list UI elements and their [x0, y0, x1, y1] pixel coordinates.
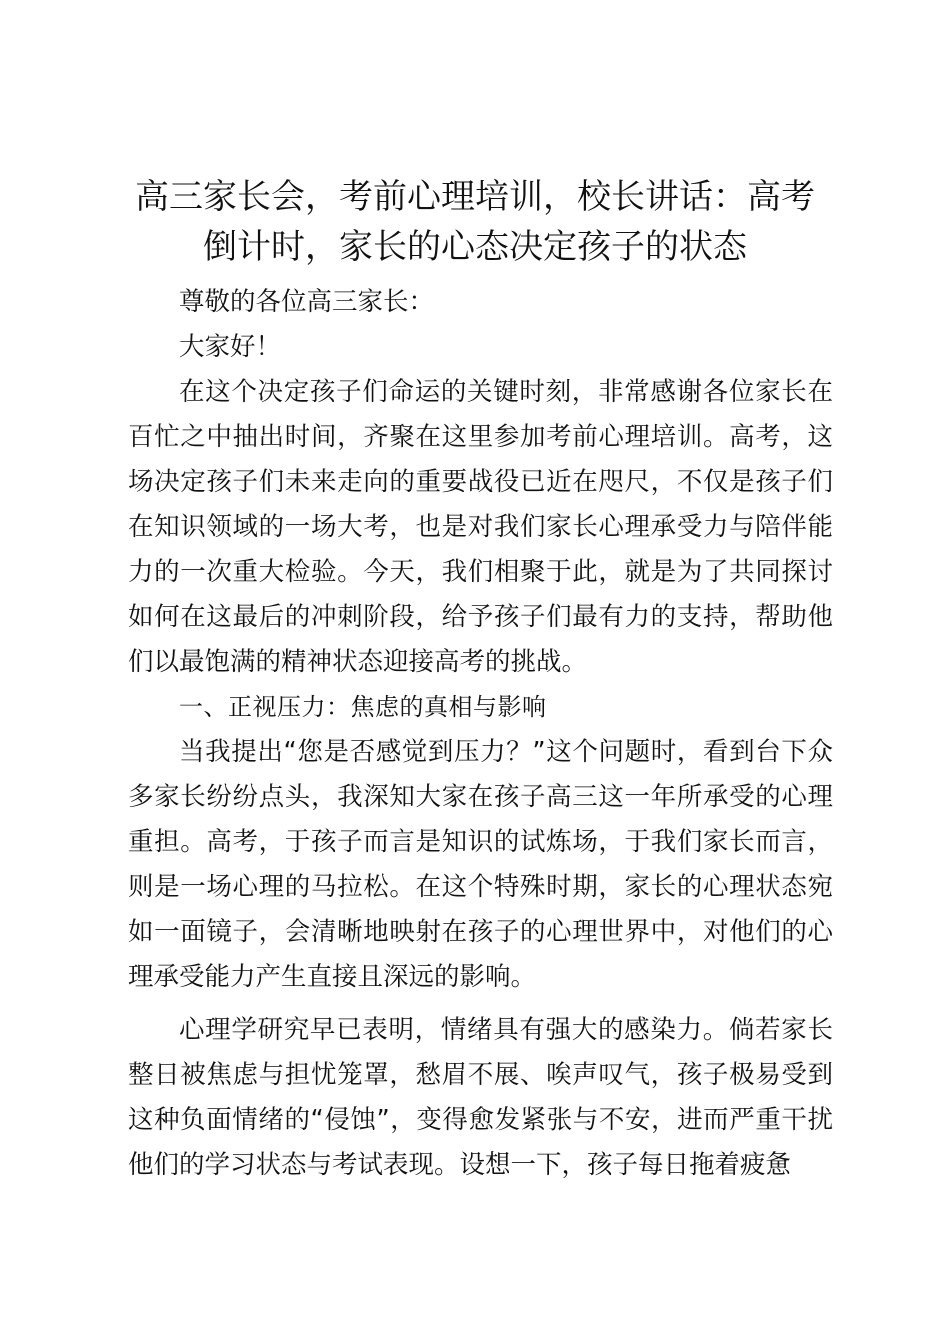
title-line-2: 倒计时，家长的心态决定孩子的状态 [203, 227, 747, 267]
title-line-1: 高三家长会，考前心理培训，校长讲话：高考 [135, 177, 815, 217]
paragraph-spacer [128, 1000, 833, 1008]
paragraph-intro: 在这个决定孩子们命运的关键时刻，非常感谢各位家长在百忙之中抽出时间，齐聚在这里参加考前心理培训。高考，这场决定孩子们未来走向的重要战役已近在咫尺，不仅是孩子们在知识领域的一场大考，也是对我们家长心理承受力与陪伴能力的一次重大检验。今天，我们相聚于此，就是为了共同探讨如何在这最后的冲刺阶段，给予孩子们最有力的支持，帮助他们以最饱满的精神状态迎接高考的挑战。 [128, 377, 833, 677]
salutation: 尊敬的各位高三家长： [179, 287, 435, 317]
document-body [128, 280, 833, 1188]
paragraph-section1-a: 当我提出“您是否感觉到压力？”这个问题时，看到台下众多家长纷纷点头，我深知大家在孩子高三这一年所承受的心理重担。高考，于孩子而言是知识的试炼场，于我们家长而言，则是一场心理的马拉松。在这个特殊时期，家长的心理状态宛如一面镜子，会清晰地映射在孩子的心理世界中，对他们的心理承受能力产生直接且深远的影响。 [128, 737, 833, 992]
section-heading-1: 一、正视压力：焦虑的真相与影响 [179, 693, 547, 721]
document-title [110, 172, 840, 272]
paragraph-section1-b: 心理学研究早已表明，情绪具有强大的感染力。倘若家长整日被焦虑与担忧笼罩，愁眉不展、唉声叹气，孩子极易受到这种负面情绪的“侵蚀”，变得愈发紧张与不安，进而严重干扰他们的学习状态与考试表现。设想一下，孩子每日拖着疲惫 [128, 1015, 833, 1180]
greeting: 大家好！ [179, 332, 282, 362]
